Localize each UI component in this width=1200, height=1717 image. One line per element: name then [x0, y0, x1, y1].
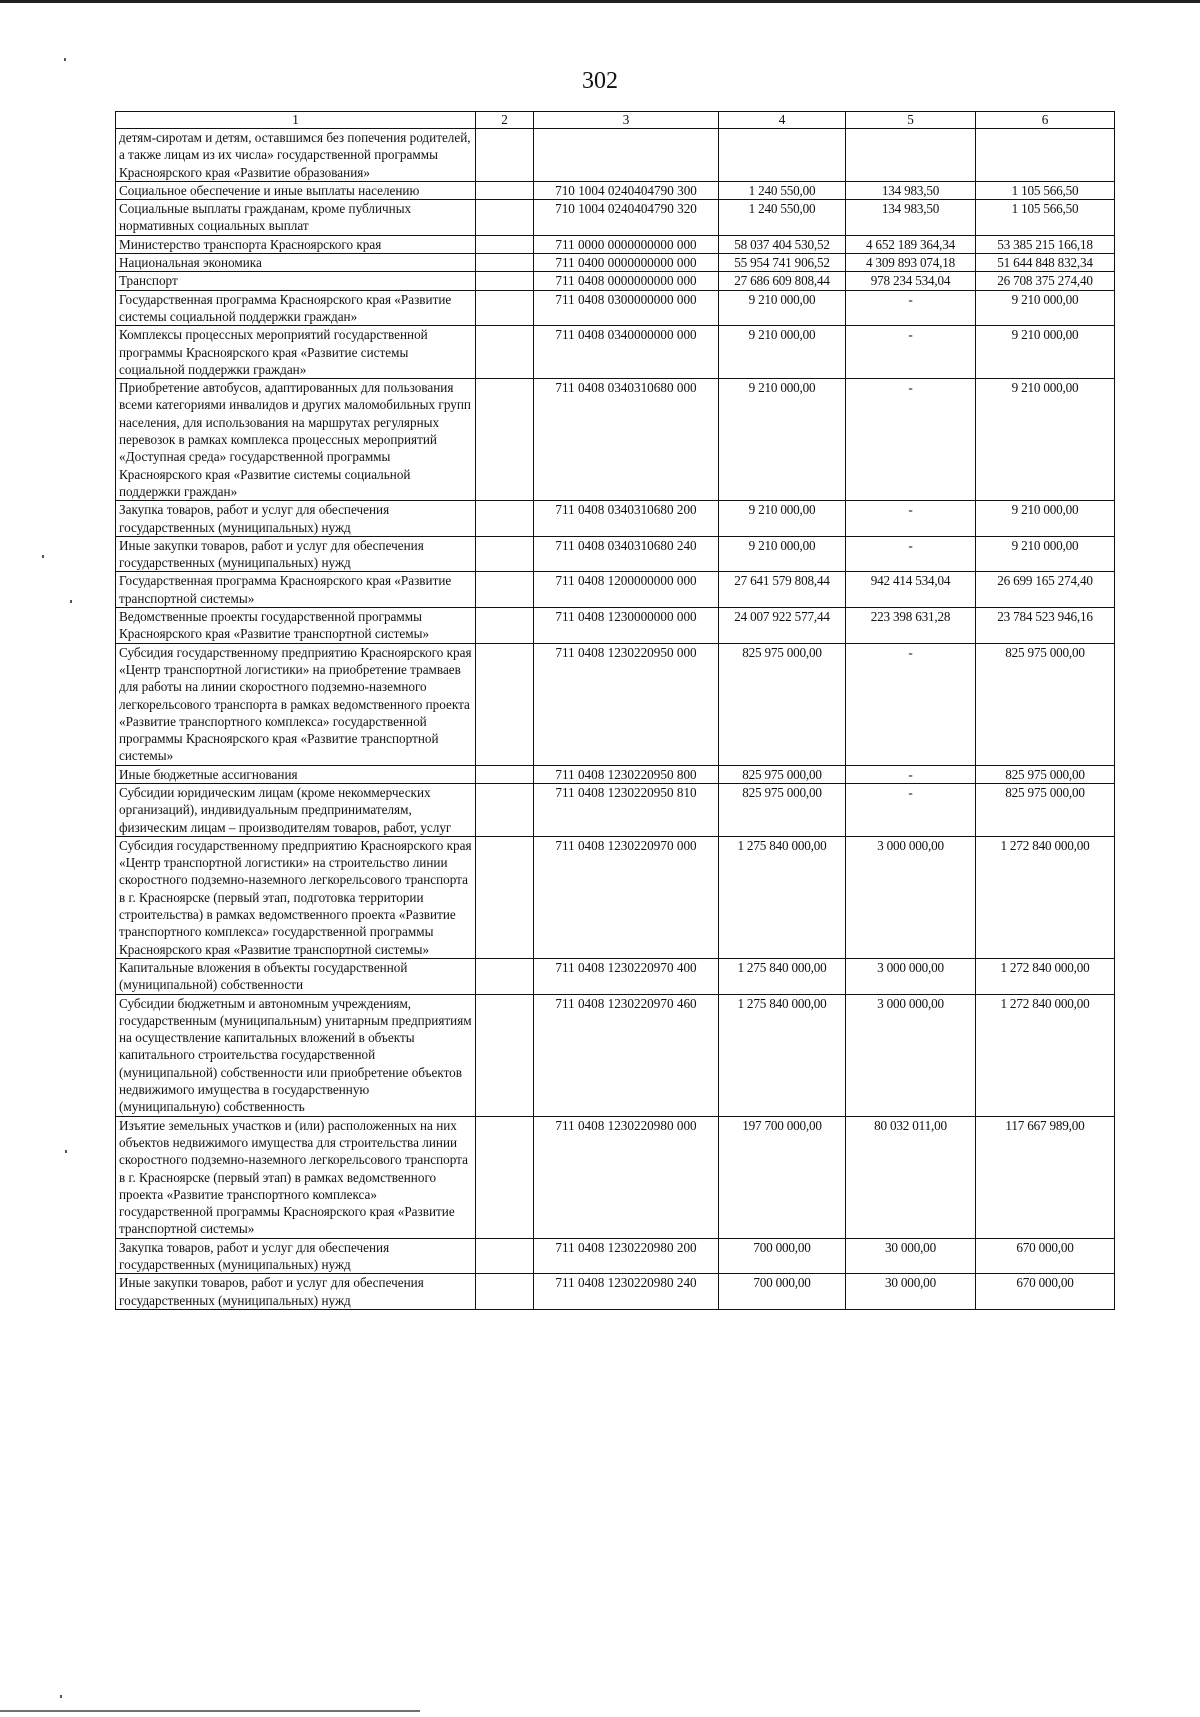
row-code-cell: 711 0408 1230220980 000 — [534, 1116, 719, 1238]
row-name-cell: Субсидия государственному предприятию Красноярского края «Центр транспортной логистики» на строительство линии скоростного подземно-наземного легкорельсового транспорта в г. Красноярске (первый этап, подготовка территории строительства) в рамках ведомственного проекта «Развитие транспортного комплекса» государственной программы Красноярского края «Развитие транспортной системы» — [116, 836, 476, 958]
page-number: 302 — [582, 68, 618, 94]
scan-edge-top — [0, 0, 1200, 3]
table-row — [116, 290, 1115, 326]
row-empty-cell — [476, 536, 534, 572]
row-value-col4: 9 210 000,00 — [719, 326, 846, 379]
row-empty-cell — [476, 379, 534, 501]
row-code-cell: 711 0408 0340310680 000 — [534, 379, 719, 501]
row-name-cell: Приобретение автобусов, адаптированных для пользования всеми категориями инвалидов и других маломобильных групп населения, для использования на маршрутах регулярных перевозок в рамках комплекса процессных мероприятий «Доступная среда» государственной программы Красноярского края «Развитие системы социальной поддержки граждан» — [116, 379, 476, 501]
row-value-col4: 700 000,00 — [719, 1238, 846, 1274]
row-empty-cell — [476, 994, 534, 1116]
row-empty-cell — [476, 572, 534, 608]
row-code-cell: 711 0000 0000000000 000 — [534, 235, 719, 253]
row-value-col4: 1 240 550,00 — [719, 200, 846, 236]
row-value-col5: - — [846, 765, 976, 783]
row-value-col6: 1 105 566,50 — [976, 181, 1115, 199]
row-empty-cell — [476, 254, 534, 272]
row-name-cell: Иные закупки товаров, работ и услуг для обеспечения государственных (муниципальных) нужд — [116, 1274, 476, 1310]
table-row — [116, 994, 1115, 1116]
table-row — [116, 1274, 1115, 1310]
row-empty-cell — [476, 181, 534, 199]
row-value-col5: 978 234 534,04 — [846, 272, 976, 290]
row-value-col4: 24 007 922 577,44 — [719, 608, 846, 644]
row-code-cell: 711 0408 0000000000 000 — [534, 272, 719, 290]
header-cell: 1 — [116, 112, 476, 129]
row-code-cell: 711 0408 1200000000 000 — [534, 572, 719, 608]
row-empty-cell — [476, 1238, 534, 1274]
row-value-col5: 942 414 534,04 — [846, 572, 976, 608]
row-value-col6: 26 708 375 274,40 — [976, 272, 1115, 290]
row-value-col5: - — [846, 379, 976, 501]
table-row — [116, 1116, 1115, 1238]
row-code-cell: 710 1004 0240404790 300 — [534, 181, 719, 199]
row-value-col4: 1 240 550,00 — [719, 181, 846, 199]
row-name-cell: Субсидии бюджетным и автономным учреждениям, государственным (муниципальным) унитарным предприятиям на осуществление капитальных вложений в объекты капитального строительства государственной (муниципальной) собственности или приобретение объектов недвижимого имущества в государственную (муниципальную) собственность — [116, 994, 476, 1116]
row-value-col4: 9 210 000,00 — [719, 501, 846, 537]
header-cell: 2 — [476, 112, 534, 129]
row-name-cell: Капитальные вложения в объекты государственной (муниципальной) собственности — [116, 958, 476, 994]
row-value-col5: 3 000 000,00 — [846, 994, 976, 1116]
row-empty-cell — [476, 200, 534, 236]
row-value-col4: 1 275 840 000,00 — [719, 994, 846, 1116]
row-name-cell: Государственная программа Красноярского края «Развитие системы социальной поддержки граждан» — [116, 290, 476, 326]
row-value-col6: 53 385 215 166,18 — [976, 235, 1115, 253]
row-code-cell: 711 0408 1230220970 460 — [534, 994, 719, 1116]
row-value-col4: 9 210 000,00 — [719, 379, 846, 501]
table-row — [116, 572, 1115, 608]
table-row — [116, 958, 1115, 994]
row-value-col6: 1 272 840 000,00 — [976, 958, 1115, 994]
row-name-cell: Транспорт — [116, 272, 476, 290]
row-value-col5: 134 983,50 — [846, 181, 976, 199]
row-name-cell: Изъятие земельных участков и (или) расположенных на них объектов недвижимого имущества для строительства линии скоростного подземно-наземного легкорельсового транспорта в г. Красноярске (первый этап) в рамках ведомственного проекта «Развитие транспортного комплекса» государственной программы Красноярского края «Развитие транспортной системы» — [116, 1116, 476, 1238]
row-value-col4: 55 954 741 906,52 — [719, 254, 846, 272]
row-value-col6: 9 210 000,00 — [976, 290, 1115, 326]
table-row — [116, 235, 1115, 253]
table-row — [116, 129, 1115, 182]
row-empty-cell — [476, 290, 534, 326]
row-name-cell: Закупка товаров, работ и услуг для обеспечения государственных (муниципальных) нужд — [116, 1238, 476, 1274]
row-value-col5: 30 000,00 — [846, 1274, 976, 1310]
row-value-col5: 134 983,50 — [846, 200, 976, 236]
row-value-col6 — [976, 129, 1115, 182]
row-value-col4: 1 275 840 000,00 — [719, 836, 846, 958]
row-value-col6: 9 210 000,00 — [976, 501, 1115, 537]
row-value-col6: 1 272 840 000,00 — [976, 836, 1115, 958]
row-value-col5: 223 398 631,28 — [846, 608, 976, 644]
row-value-col6: 9 210 000,00 — [976, 326, 1115, 379]
row-value-col6: 9 210 000,00 — [976, 379, 1115, 501]
table-row — [116, 501, 1115, 537]
row-empty-cell — [476, 501, 534, 537]
row-code-cell: 711 0408 1230220970 400 — [534, 958, 719, 994]
row-value-col5: 80 032 011,00 — [846, 1116, 976, 1238]
row-name-cell: Социальное обеспечение и иные выплаты населению — [116, 181, 476, 199]
row-value-col4: 27 641 579 808,44 — [719, 572, 846, 608]
row-code-cell: 711 0408 0340310680 200 — [534, 501, 719, 537]
row-code-cell: 711 0408 0340310680 240 — [534, 536, 719, 572]
margin-speck — [42, 555, 44, 558]
header-cell: 5 — [846, 112, 976, 129]
header-cell: 3 — [534, 112, 719, 129]
row-empty-cell — [476, 1116, 534, 1238]
row-empty-cell — [476, 958, 534, 994]
table-row — [116, 643, 1115, 765]
row-value-col5: - — [846, 536, 976, 572]
row-empty-cell — [476, 836, 534, 958]
row-name-cell: Субсидия государственному предприятию Красноярского края «Центр транспортной логистики» на приобретение трамваев для работы на линии скоростного подземно-наземного легкорельсового транспорта в рамках ведомственного проекта «Развитие транспортного комплекса» государственной программы Красноярского края «Развитие транспортной системы» — [116, 643, 476, 765]
table-row — [116, 181, 1115, 199]
row-code-cell: 710 1004 0240404790 320 — [534, 200, 719, 236]
row-value-col6: 1 105 566,50 — [976, 200, 1115, 236]
row-value-col6: 9 210 000,00 — [976, 536, 1115, 572]
row-value-col4: 1 275 840 000,00 — [719, 958, 846, 994]
table-row — [116, 608, 1115, 644]
row-empty-cell — [476, 643, 534, 765]
row-name-cell: Государственная программа Красноярского края «Развитие транспортной системы» — [116, 572, 476, 608]
row-code-cell: 711 0408 0340000000 000 — [534, 326, 719, 379]
row-code-cell: 711 0408 1230220950 000 — [534, 643, 719, 765]
row-value-col4: 197 700 000,00 — [719, 1116, 846, 1238]
table-row — [116, 272, 1115, 290]
row-empty-cell — [476, 326, 534, 379]
row-name-cell: Социальные выплаты гражданам, кроме публичных нормативных социальных выплат — [116, 200, 476, 236]
row-value-col5: - — [846, 501, 976, 537]
table-row — [116, 326, 1115, 379]
row-value-col4: 58 037 404 530,52 — [719, 235, 846, 253]
row-name-cell: Национальная экономика — [116, 254, 476, 272]
row-value-col5: - — [846, 290, 976, 326]
table-row — [116, 836, 1115, 958]
row-value-col5: 4 309 893 074,18 — [846, 254, 976, 272]
row-value-col6: 825 975 000,00 — [976, 783, 1115, 836]
table-row — [116, 1238, 1115, 1274]
row-value-col6: 825 975 000,00 — [976, 765, 1115, 783]
table-row — [116, 783, 1115, 836]
row-name-cell: Ведомственные проекты государственной программы Красноярского края «Развитие транспортной системы» — [116, 608, 476, 644]
row-empty-cell — [476, 1274, 534, 1310]
row-code-cell: 711 0408 1230000000 000 — [534, 608, 719, 644]
row-code-cell: 711 0400 0000000000 000 — [534, 254, 719, 272]
row-name-cell: детям-сиротам и детям, оставшимся без попечения родителей, а также лицам из их числа» государственной программы Красноярского края «Развитие образования» — [116, 129, 476, 182]
row-name-cell: Министерство транспорта Красноярского края — [116, 235, 476, 253]
row-code-cell: 711 0408 1230220950 810 — [534, 783, 719, 836]
row-value-col4: 9 210 000,00 — [719, 290, 846, 326]
budget-table-body — [116, 112, 1115, 1310]
row-code-cell: 711 0408 1230220950 800 — [534, 765, 719, 783]
row-code-cell: 711 0408 1230220970 000 — [534, 836, 719, 958]
row-value-col6: 670 000,00 — [976, 1274, 1115, 1310]
row-value-col5: - — [846, 326, 976, 379]
row-value-col4 — [719, 129, 846, 182]
table-row — [116, 254, 1115, 272]
scan-edge-bottom — [0, 1710, 420, 1712]
row-value-col5: - — [846, 783, 976, 836]
row-name-cell: Иные закупки товаров, работ и услуг для обеспечения государственных (муниципальных) нужд — [116, 536, 476, 572]
table-row — [116, 536, 1115, 572]
row-value-col6: 117 667 989,00 — [976, 1116, 1115, 1238]
row-value-col5: 4 652 189 364,34 — [846, 235, 976, 253]
row-value-col4: 825 975 000,00 — [719, 783, 846, 836]
table-row — [116, 379, 1115, 501]
row-value-col4: 27 686 609 808,44 — [719, 272, 846, 290]
row-value-col6: 825 975 000,00 — [976, 643, 1115, 765]
row-code-cell: 711 0408 1230220980 240 — [534, 1274, 719, 1310]
row-value-col5: - — [846, 643, 976, 765]
margin-speck — [60, 1695, 62, 1698]
row-name-cell: Закупка товаров, работ и услуг для обеспечения государственных (муниципальных) нужд — [116, 501, 476, 537]
row-value-col5: 3 000 000,00 — [846, 836, 976, 958]
row-code-cell: 711 0408 1230220980 200 — [534, 1238, 719, 1274]
row-name-cell: Субсидии юридическим лицам (кроме некоммерческих организаций), индивидуальным предпринимателям, физическим лицам – производителям товаров, работ, услуг — [116, 783, 476, 836]
row-value-col6: 1 272 840 000,00 — [976, 994, 1115, 1116]
table-row — [116, 765, 1115, 783]
row-value-col4: 825 975 000,00 — [719, 643, 846, 765]
header-cell: 6 — [976, 112, 1115, 129]
row-value-col6: 26 699 165 274,40 — [976, 572, 1115, 608]
header-row — [116, 112, 1115, 129]
row-name-cell: Комплексы процессных мероприятий государственной программы Красноярского края «Развитие системы социальной поддержки граждан» — [116, 326, 476, 379]
table-row — [116, 200, 1115, 236]
row-empty-cell — [476, 272, 534, 290]
row-value-col5: 30 000,00 — [846, 1238, 976, 1274]
row-name-cell: Иные бюджетные ассигнования — [116, 765, 476, 783]
row-value-col4: 700 000,00 — [719, 1274, 846, 1310]
row-value-col5: 3 000 000,00 — [846, 958, 976, 994]
row-empty-cell — [476, 129, 534, 182]
header-cell: 4 — [719, 112, 846, 129]
row-value-col5 — [846, 129, 976, 182]
margin-speck — [70, 600, 72, 603]
row-value-col4: 9 210 000,00 — [719, 536, 846, 572]
row-code-cell — [534, 129, 719, 182]
row-value-col6: 23 784 523 946,16 — [976, 608, 1115, 644]
row-empty-cell — [476, 783, 534, 836]
budget-table — [115, 111, 1115, 1310]
row-value-col6: 670 000,00 — [976, 1238, 1115, 1274]
row-value-col6: 51 644 848 832,34 — [976, 254, 1115, 272]
row-empty-cell — [476, 608, 534, 644]
row-empty-cell — [476, 765, 534, 783]
row-empty-cell — [476, 235, 534, 253]
row-code-cell: 711 0408 0300000000 000 — [534, 290, 719, 326]
margin-speck — [65, 1150, 67, 1153]
row-value-col4: 825 975 000,00 — [719, 765, 846, 783]
margin-speck — [64, 58, 66, 61]
